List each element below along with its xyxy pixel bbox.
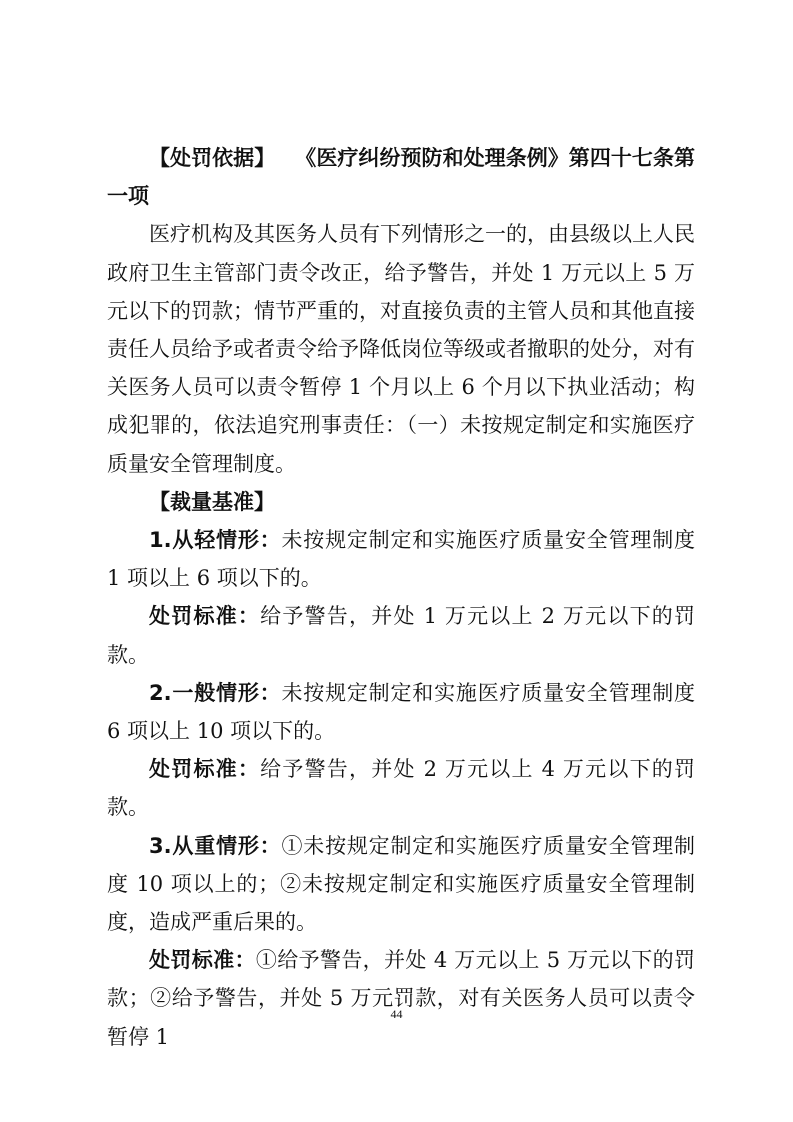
item-3-penalty xyxy=(107,941,695,1056)
item-2-title: 2.一般情形： xyxy=(149,680,282,705)
standard-label: 【裁量基准】 xyxy=(149,489,275,514)
item-3-penalty-label: 处罚标准： xyxy=(149,948,256,973)
item-2-penalty xyxy=(107,750,695,826)
item-2-text: 未按规定制定和实施医疗质量安全管理制度 6 项以上 10 项以下的。 xyxy=(107,680,696,744)
item-1-title: 1.从轻情形： xyxy=(149,528,282,553)
item-1-penalty-label: 处罚标准： xyxy=(149,604,261,629)
item-1 xyxy=(107,521,695,597)
item-3-title: 3.从重情形： xyxy=(149,833,282,858)
item-3 xyxy=(107,827,695,942)
item-1-penalty-text: 给予警告，并处 1 万元以上 2 万元以下的罚款。 xyxy=(107,604,696,667)
basis-label: 【处罚依据】 xyxy=(149,146,276,170)
item-1-text: 未按规定制定和实施医疗质量安全管理制度 1 项以上 6 项以下的。 xyxy=(107,528,696,591)
basis-text: 医疗机构及其医务人员有下列情形之一的，由县级以上人民政府卫生主管部门责令改正，给予警告，并处 1 万元以上 5 万元以下的罚款；情节严重的，对直接负责的主管人员和其他直接责任人员给予或者责令给予降低岗位等级或者撤职的处分，对有关医务人员可以责令暂停 1 个月以上 6 个月以下执业活动；构成犯罪的，依法追究刑事责任：（一）未按规定制定和实施医疗质量安全管理制度。 xyxy=(107,222,695,476)
basis-reference: 《医疗纠纷预防和处理条例》第四十七条第一项 xyxy=(107,146,696,209)
item-2-penalty-text: 给予警告，并处 2 万元以上 4 万元以下的罚款。 xyxy=(107,757,696,820)
item-1-penalty xyxy=(107,597,695,673)
item-2-penalty-label: 处罚标准： xyxy=(149,757,261,782)
page-number: 44 xyxy=(390,1007,403,1021)
document-body xyxy=(107,139,695,1056)
item-3-penalty-text: ①给予警告，并处 4 万元以上 5 万元以下的罚款；②给予警告，并处 5 万元罚款，对有关医务人员可以责令暂停 1 xyxy=(107,948,696,1049)
item-3-text: ①未按规定制定和实施医疗质量安全管理制度 10 项以上的；②未按规定制定和实施医疗质量安全管理制度，造成严重后果的。 xyxy=(107,833,696,935)
basis-heading xyxy=(107,139,695,215)
standard-heading xyxy=(107,483,695,521)
item-2 xyxy=(107,674,695,750)
